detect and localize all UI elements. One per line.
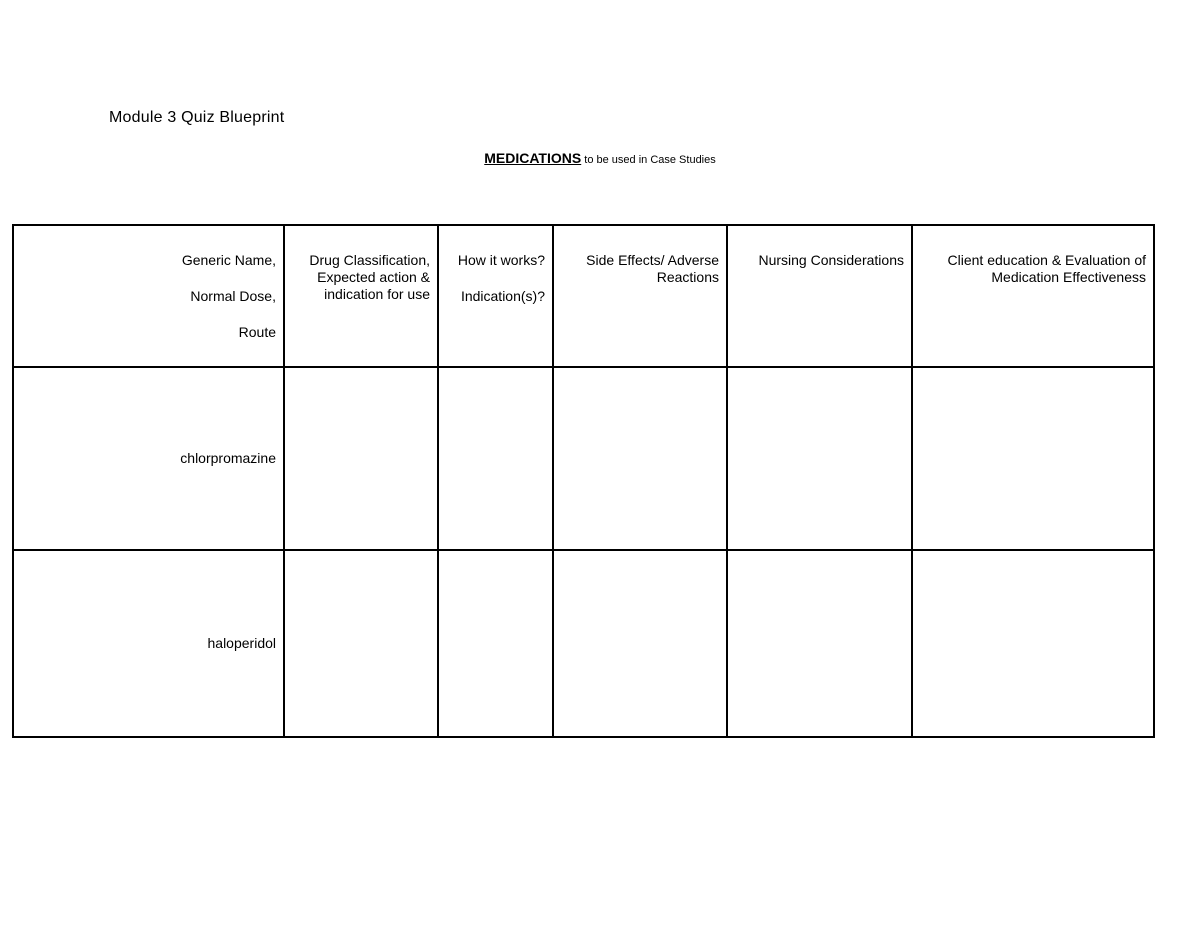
header-how-it-works-line2: Indication(s)? (460, 288, 545, 304)
header-side-effects-text: Side Effects/ Adverse Reactions (586, 252, 719, 285)
table-row (13, 367, 1154, 550)
medications-table (12, 224, 1155, 738)
header-drug-classification-text: Drug Classification, Expected action & indication for use (309, 252, 430, 302)
nursing-considerations-cell (727, 550, 912, 737)
header-how-it-works (438, 225, 553, 367)
table-row (13, 550, 1154, 737)
header-nursing-considerations-text: Nursing Considerations (758, 252, 904, 268)
header-how-it-works-line1: How it works? (457, 252, 545, 268)
client-education-cell (912, 367, 1154, 550)
header-generic-name-line1: Generic Name, (181, 252, 276, 268)
table-header-row (13, 225, 1154, 367)
header-client-education-text: Client education & Evaluation of Medication Effectiveness (947, 252, 1146, 285)
title-subtitle: to be used in Case Studies (581, 154, 716, 166)
header-nursing-considerations (727, 225, 912, 367)
document-header: Module 3 Quiz Blueprint (109, 109, 285, 126)
client-education-cell (912, 550, 1154, 737)
how-it-works-cell (438, 550, 553, 737)
header-generic-name-line3: Route (238, 324, 276, 340)
nursing-considerations-cell (727, 367, 912, 550)
how-it-works-cell (438, 367, 553, 550)
side-effects-cell (553, 550, 727, 737)
title-main: MEDICATIONS (484, 150, 582, 166)
header-drug-classification (284, 225, 438, 367)
drug-name-cell: chlorpromazine (13, 367, 284, 550)
side-effects-cell (553, 367, 727, 550)
drug-classification-cell (284, 367, 438, 550)
drug-classification-cell (284, 550, 438, 737)
drug-name-cell: haloperidol (13, 550, 284, 737)
document-title (0, 150, 1200, 166)
header-generic-name-line2: Normal Dose, (190, 288, 276, 304)
header-side-effects (553, 225, 727, 367)
header-client-education (912, 225, 1154, 367)
header-generic-name (13, 225, 284, 367)
